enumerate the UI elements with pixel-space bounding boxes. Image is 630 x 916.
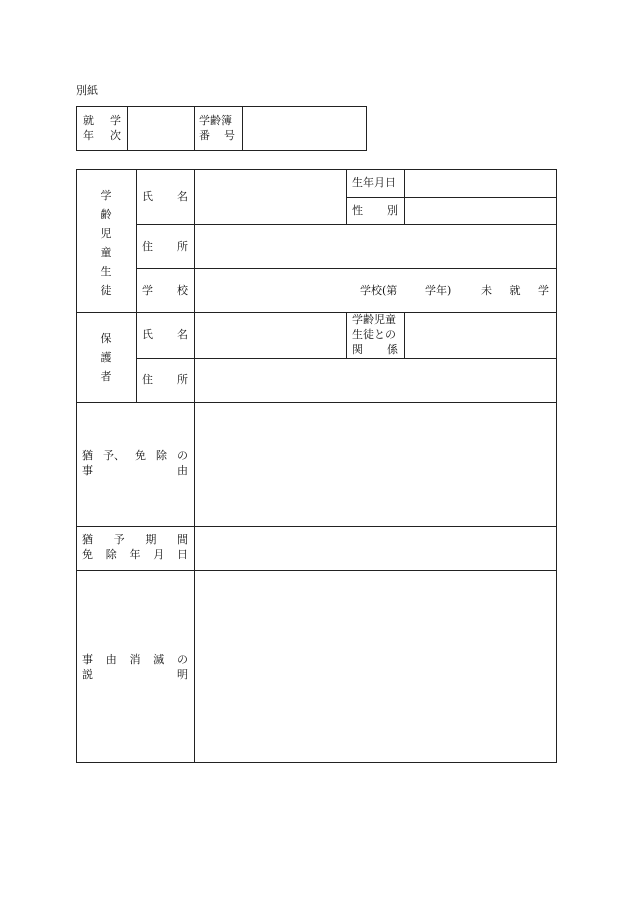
relation-label-l3: 関 係 <box>352 343 398 356</box>
birth-date-label: 生年月日 <box>352 176 396 189</box>
relation-label-l2: 生徒との <box>352 328 396 341</box>
reason-label-l2: 事 由 <box>82 464 188 477</box>
school-label: 学 校 <box>142 284 188 297</box>
period-label-l2: 免 除 年 月 日 <box>82 548 188 561</box>
extinction-label-l2: 説 明 <box>82 668 188 681</box>
enroll-year-label-l2: 年 次 <box>83 129 121 142</box>
enroll-year-label-l1: 就 学 <box>83 114 121 127</box>
register-no-label-l2: 番 号 <box>199 129 235 142</box>
sex-label: 性 別 <box>352 204 398 217</box>
enroll-year-field[interactable] <box>128 107 194 150</box>
period-label-l1: 猶 予 期 間 <box>82 533 188 546</box>
school-grade-text: 学年) <box>425 284 452 297</box>
relation-field[interactable] <box>405 313 556 358</box>
school-field[interactable] <box>195 269 556 312</box>
school-prefix-text: 学校(第 <box>360 284 398 297</box>
student-address-label: 住 所 <box>142 240 188 253</box>
extinction-field[interactable] <box>195 571 556 762</box>
guardian-group-label: 保護者 <box>100 332 112 383</box>
relation-label-l1: 学齢児童 <box>352 313 396 326</box>
sex-field[interactable] <box>405 198 556 224</box>
guardian-name-label: 氏 名 <box>142 328 188 341</box>
extinction-label-l1: 事 由 消 滅 の <box>82 653 188 666</box>
not-enrolled-text: 未 就 学 <box>481 284 549 297</box>
student-group-label: 学齢児童生徒 <box>100 189 112 297</box>
attachment-label: 別紙 <box>76 84 98 97</box>
period-field[interactable] <box>195 527 556 570</box>
guardian-name-field[interactable] <box>195 313 346 358</box>
guardian-address-label: 住 所 <box>142 373 188 386</box>
reason-field[interactable] <box>195 403 556 526</box>
guardian-address-field[interactable] <box>195 359 556 402</box>
register-no-label-l1: 学齢簿 <box>199 114 232 127</box>
birth-date-field[interactable] <box>405 170 556 197</box>
reason-label-l1: 猶 予、 免 除 の <box>82 449 188 462</box>
register-no-field[interactable] <box>243 107 366 150</box>
student-address-field[interactable] <box>195 225 556 268</box>
student-name-field[interactable] <box>195 170 346 224</box>
student-name-label: 氏 名 <box>142 190 188 203</box>
